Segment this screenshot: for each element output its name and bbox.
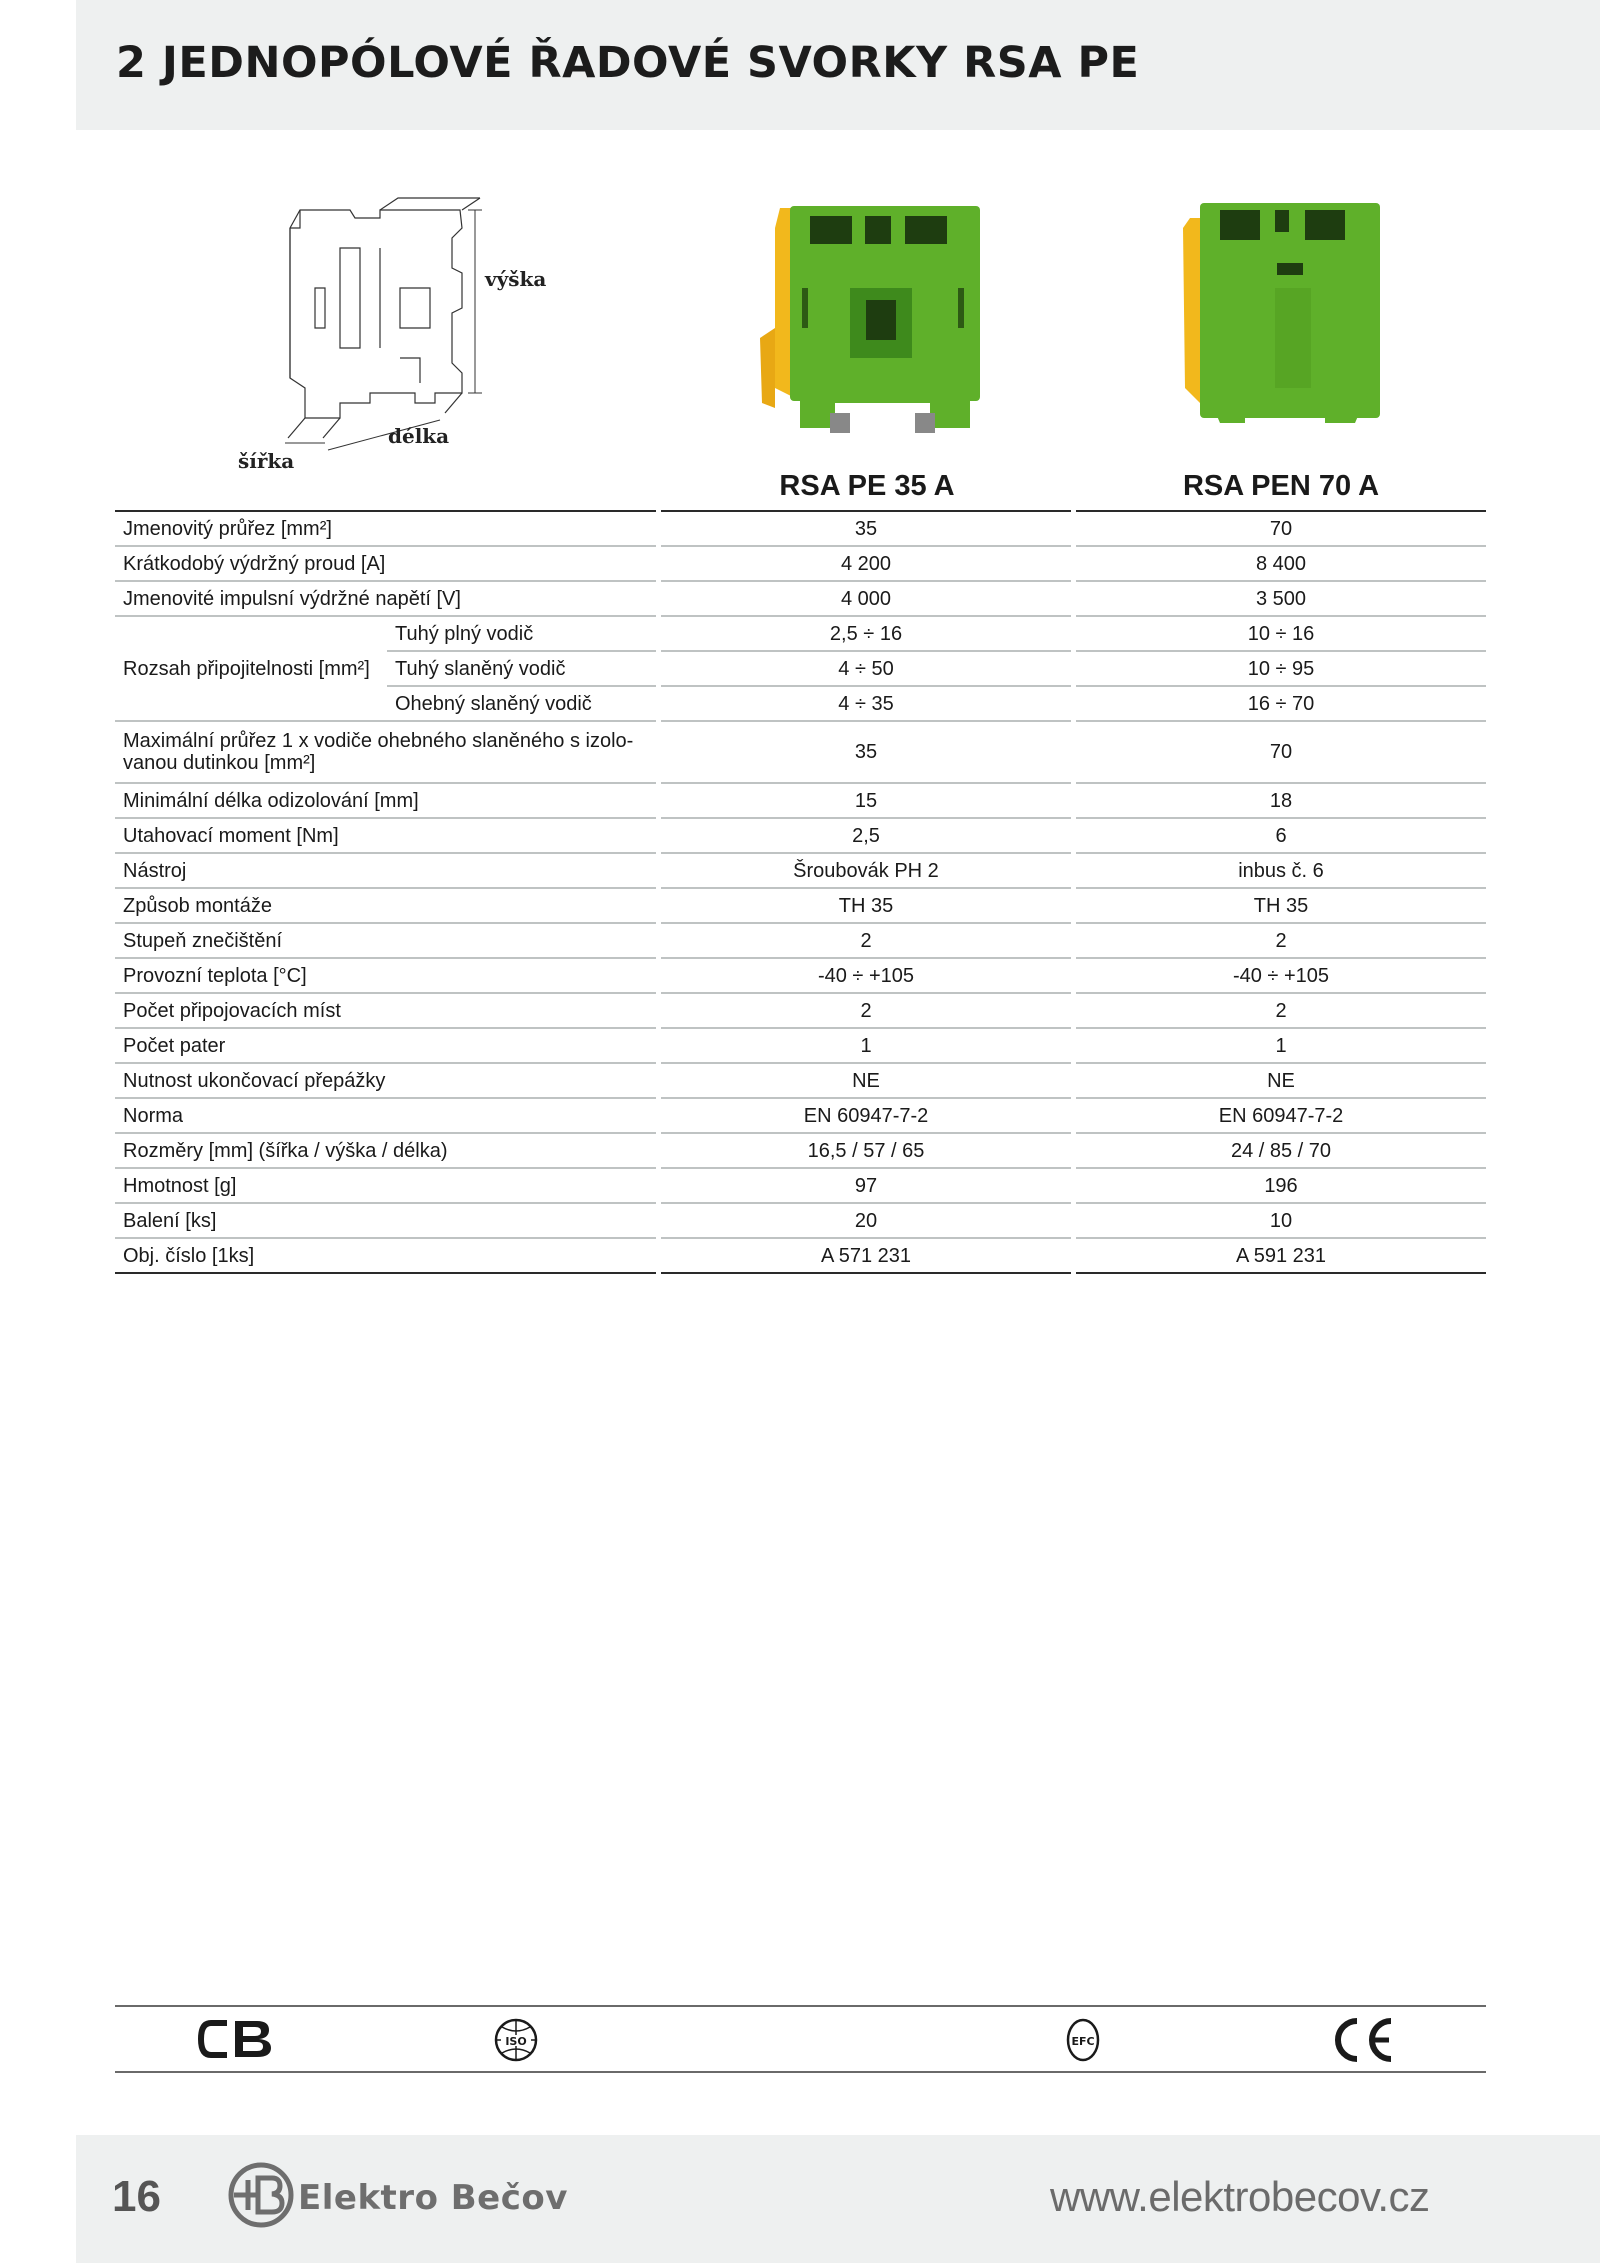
value-product-2: EN 60947-7-2: [1076, 1099, 1486, 1134]
row-label: Jmenovité impulsní výdržné napětí [V]: [115, 582, 656, 617]
value-product-1: 4 000: [661, 582, 1071, 617]
ce-mark-icon: [1327, 2017, 1397, 2063]
iso-mark-icon: [493, 2017, 539, 2063]
product-photo-rsa-pe-35a: [740, 188, 1000, 438]
sub-row-label: Tuhý slaněný vodič: [387, 652, 656, 687]
table-row: [115, 819, 1486, 854]
spec-table: [115, 510, 1486, 1274]
value-product-2: 10: [1076, 1204, 1486, 1239]
table-row: [115, 1099, 1486, 1134]
value-product-1: 1: [661, 1029, 1071, 1064]
row-label: Počet pater: [115, 1029, 656, 1064]
value-product-2: 196: [1076, 1169, 1486, 1204]
value-product-1: 35: [661, 722, 1071, 784]
table-row: [115, 889, 1486, 924]
value-product-1: A 571 231: [661, 1239, 1071, 1274]
value-product-1: TH 35: [661, 889, 1071, 924]
value-product-1: 15: [661, 784, 1071, 819]
value-product-1: 20: [661, 1204, 1071, 1239]
length-label: délka: [388, 424, 450, 448]
row-label: Norma: [115, 1099, 656, 1134]
value-product-2: NE: [1076, 1064, 1486, 1099]
table-row: [115, 1169, 1486, 1204]
brand-logo-icon: [226, 2160, 296, 2230]
value-product-1: 2,5 ÷ 16: [661, 617, 1071, 652]
value-product-2: 2: [1076, 924, 1486, 959]
row-label: Utahovací moment [Nm]: [115, 819, 656, 854]
table-row: [115, 1239, 1486, 1274]
value-product-2: 10 ÷ 16: [1076, 617, 1486, 652]
svg-text:EFC: EFC: [1071, 2035, 1095, 2048]
value-product-2: -40 ÷ +105: [1076, 959, 1486, 994]
range-label: Rozsah připojitelnosti [mm²]: [115, 617, 387, 722]
value-product-2: 8 400: [1076, 547, 1486, 582]
dimension-drawing: [230, 188, 570, 478]
value-product-2: 70: [1076, 722, 1486, 784]
row-label: Počet připojovacích míst: [115, 994, 656, 1029]
row-label: Balení [ks]: [115, 1204, 656, 1239]
table-row: [115, 722, 1486, 784]
value-product-1: 4 ÷ 35: [661, 687, 1071, 722]
product-images: [0, 180, 1600, 480]
row-label: Obj. číslo [1ks]: [115, 1239, 656, 1274]
column-header-product-2: RSA PEN 70 A: [1182, 470, 1380, 502]
row-label-line-2: vanou dutinkou [mm²]: [123, 752, 316, 774]
value-product-1: 35: [661, 510, 1071, 547]
value-product-1: 2: [661, 994, 1071, 1029]
certification-bar: [115, 2005, 1486, 2073]
table-row: [115, 1029, 1486, 1064]
value-product-1: 2,5: [661, 819, 1071, 854]
row-label: [115, 722, 656, 784]
column-header-product-1: RSA PE 35 A: [779, 470, 955, 502]
value-product-2: 10 ÷ 95: [1076, 652, 1486, 687]
table-row: [115, 924, 1486, 959]
value-product-1: EN 60947-7-2: [661, 1099, 1071, 1134]
value-product-2: 18: [1076, 784, 1486, 819]
value-product-2: 24 / 85 / 70: [1076, 1134, 1486, 1169]
table-row: [115, 959, 1486, 994]
width-label: šířka: [238, 449, 295, 473]
table-row: [115, 510, 1486, 547]
value-product-2: 1: [1076, 1029, 1486, 1064]
value-product-1: NE: [661, 1064, 1071, 1099]
value-product-1: Šroubovák PH 2: [661, 854, 1071, 889]
value-product-2: inbus č. 6: [1076, 854, 1486, 889]
sub-row-label: Tuhý plný vodič: [387, 617, 656, 652]
row-label: Jmenovitý průřez [mm²]: [115, 510, 656, 547]
row-label: Provozní teplota [°C]: [115, 959, 656, 994]
table-row: [115, 994, 1486, 1029]
value-product-1: 2: [661, 924, 1071, 959]
row-label: Stupeň znečištění: [115, 924, 656, 959]
row-label: Způsob montáže: [115, 889, 656, 924]
row-label: Hmotnost [g]: [115, 1169, 656, 1204]
row-label: Nutnost ukončovací přepážky: [115, 1064, 656, 1099]
value-product-1: 4 200: [661, 547, 1071, 582]
table-row: [115, 1204, 1486, 1239]
height-label: výška: [485, 267, 547, 291]
value-product-2: 3 500: [1076, 582, 1486, 617]
value-product-1: 4 ÷ 50: [661, 652, 1071, 687]
value-product-2: 16 ÷ 70: [1076, 687, 1486, 722]
website-url[interactable]: www.elektrobecov.cz: [1050, 2173, 1430, 2220]
sub-row-label: Ohebný slaněný vodič: [387, 687, 656, 722]
brand-name: Elektro Bečov: [298, 2178, 568, 2218]
page-number: 16: [112, 2172, 161, 2221]
value-product-2: A 591 231: [1076, 1239, 1486, 1274]
product-photo-rsa-pen-70a: [1165, 188, 1395, 438]
table-row: [115, 1064, 1486, 1099]
table-row: [115, 854, 1486, 889]
table-row: [115, 547, 1486, 582]
row-label: Minimální délka odizolování [mm]: [115, 784, 656, 819]
row-label: Krátkodobý výdržný proud [A]: [115, 547, 656, 582]
table-row: [115, 617, 1486, 652]
row-label: Rozměry [mm] (šířka / výška / délka): [115, 1134, 656, 1169]
table-row: [115, 784, 1486, 819]
value-product-2: 2: [1076, 994, 1486, 1029]
table-row: [115, 1134, 1486, 1169]
efc-mark-icon: [1063, 2017, 1103, 2063]
value-product-1: 97: [661, 1169, 1071, 1204]
value-product-2: 70: [1076, 510, 1486, 547]
value-product-1: -40 ÷ +105: [661, 959, 1071, 994]
page-title: 2 JEDNOPÓLOVÉ ŘADOVÉ SVORKY RSA PE: [116, 38, 1140, 88]
svg-text:ISO: ISO: [505, 2035, 527, 2048]
cb-mark-icon: [197, 2017, 277, 2061]
row-label: Nástroj: [115, 854, 656, 889]
table-row: [115, 582, 1486, 617]
value-product-2: 6: [1076, 819, 1486, 854]
value-product-2: TH 35: [1076, 889, 1486, 924]
row-label-line-1: Maximální průřez 1 x vodiče ohebného slaněného s izolo-: [123, 730, 634, 752]
value-product-1: 16,5 / 57 / 65: [661, 1134, 1071, 1169]
